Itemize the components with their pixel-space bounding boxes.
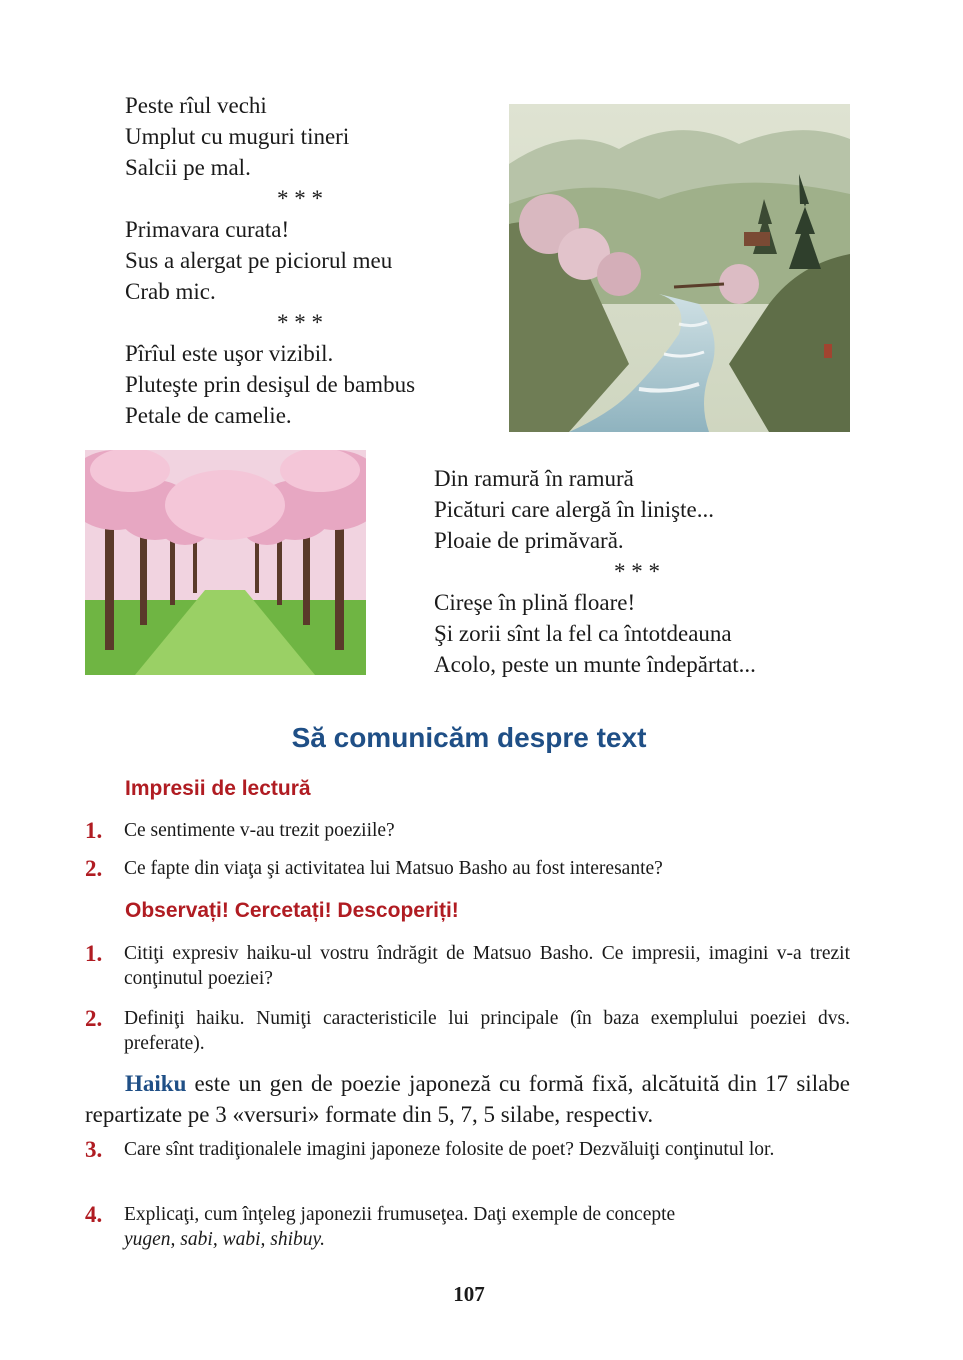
poem-line: Acolo, peste un munte îndepărtat... [434, 652, 756, 677]
question-item [85, 1006, 850, 1056]
poem-line: Salcii pe mal. [125, 155, 251, 180]
question-text-main: Explicaţi, cum înţeleg japonezii frumuseţea. Daţi exemple de concepte [124, 1204, 676, 1225]
subheading-reading-impressions: Impresii de lectură [125, 777, 311, 800]
question-number: 2. [85, 1006, 103, 1031]
question-text: Citiţi expresiv haiku-ul vostru îndrăgit de Matsuo Basho. Ce impresii, imagini v-a trezit conţinutul poeziei? [124, 943, 850, 989]
poem-line: Picături care alergă în linişte... [434, 497, 714, 522]
poem-line: Crab mic. [125, 279, 216, 304]
cherry-blossom-avenue-illustration [85, 450, 366, 675]
poem-line: Primavara curata! [125, 217, 290, 242]
page-number: 107 [453, 1282, 485, 1306]
stanza-separator: * * * [614, 559, 660, 584]
question-text: Ce fapte din viaţa şi activitatea lui Matsuo Basho au fost interesante? [124, 858, 663, 879]
question-item [85, 941, 850, 991]
question-item [85, 856, 850, 881]
definition-text: este un gen de poezie japoneză cu formă fixă, alcătuită din 17 silabe repartizate pe 3 «versuri» formate din 5, 7, 5 silabe, respectiv. [85, 1071, 850, 1127]
poem-line: Şi zorii sînt la fel ca întotdeauna [434, 621, 732, 646]
question-item [85, 1137, 850, 1162]
subheading-observe-research: Observați! Cercetați! Descoperiți! [125, 899, 459, 922]
question-text: Care sînt tradiţionalele imagini japoneze folosite de poet? Dezvăluiţi conţinutul lor. [124, 1139, 775, 1160]
stanza-separator: * * * [277, 186, 323, 211]
haiku-definition [85, 1068, 850, 1130]
poem-middle-right [434, 463, 756, 680]
question-number: 1. [85, 818, 103, 843]
poem-line: Pluteşte prin desişul de bambus [125, 372, 416, 397]
poem-line: Umplut cu muguri tineri [125, 124, 350, 149]
question-item [85, 1202, 850, 1252]
question-number: 2. [85, 856, 103, 881]
mountain-stream-illustration [509, 104, 850, 432]
poem-line: Petale de camelie. [125, 403, 292, 428]
question-number: 3. [85, 1137, 103, 1162]
poem-top-left [125, 90, 415, 431]
section-title: Să comunicăm despre text [291, 722, 647, 753]
poem-line: Cireşe în plină floare! [434, 590, 636, 615]
question-text [124, 1202, 850, 1252]
poem-line: Din ramură în ramură [434, 466, 634, 491]
concept-list: yugen, sabi, wabi, shibuy. [124, 1229, 325, 1250]
poem-line: Peste rîul vechi [125, 93, 267, 118]
poem-line: Sus a alergat pe piciorul meu [125, 248, 393, 273]
question-number: 4. [85, 1202, 103, 1227]
question-text: Definiţi haiku. Numiţi caracteristicile lui principale (în baza exemplului poeziei dvs. preferate). [124, 1008, 850, 1054]
question-number: 1. [85, 941, 103, 966]
question-text: Ce sentimente v-au trezit poeziile? [124, 820, 395, 841]
stanza-separator: * * * [277, 310, 323, 335]
poem-line: Pîrîul este uşor vizibil. [125, 341, 334, 366]
definition-term: Haiku [125, 1071, 187, 1096]
question-item [85, 818, 850, 843]
poem-line: Ploaie de primăvară. [434, 528, 624, 553]
